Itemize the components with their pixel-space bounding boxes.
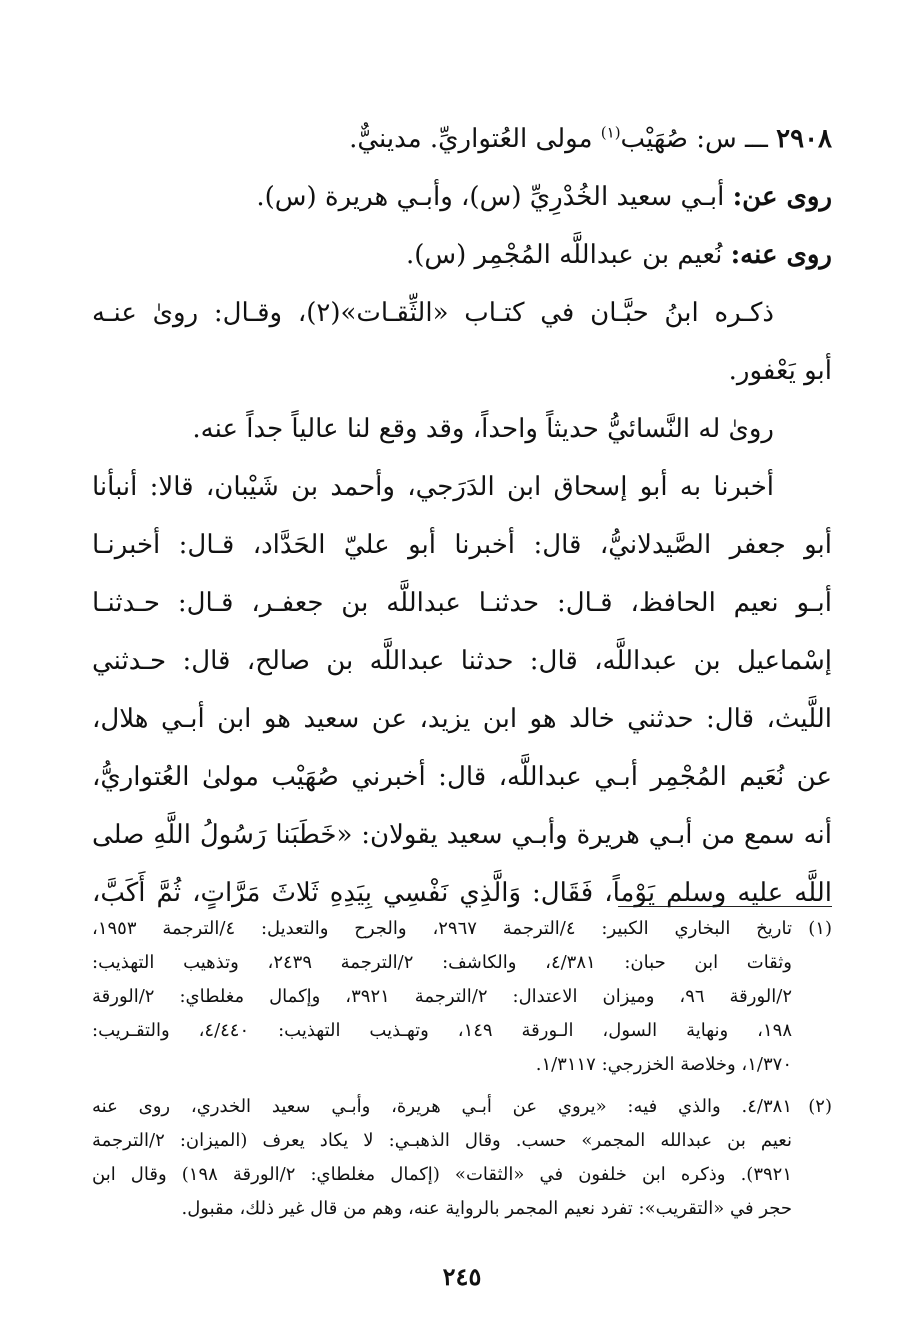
footnote-ref-1: (١) xyxy=(600,123,621,142)
hadith-line: اللَّيث، قال: حدثني خالد هو ابن يزيد، عن سعيد هو ابن أبـي هلال، xyxy=(92,704,832,734)
footnote-line: ٢/الورقة ٩٦، وميزان الاعتدال: ٢/الترجمة ٣٩٢١، وإكمال مغلطاي: ٢/الورقة xyxy=(92,986,792,1007)
narrated-by-label: روى عنه: xyxy=(730,240,832,270)
footnote-line: حجر في «التقريب»: تفرد نعيم المجمر بالرواية عنه، وهم من قال غير ذلك، مقبول. xyxy=(181,1198,792,1219)
footnote-1 xyxy=(92,912,832,1082)
hadith-line: أخبرنا به أبو إسحاق ابن الدَرَجي، وأحمد بن شَيْبان، قالا: أنبأنا xyxy=(92,472,774,502)
hadith-line: عن نُعَيم المُجْمِر أبـي عبداللَّه، قال: أخبرني صُهَيْب مولىٰ العُتواريُّ، xyxy=(92,762,832,792)
footnote-line: ١٩٨، ونهاية السول، الـورقة ١٤٩، وتهـذيب التهذيب: ٤/٤٤٠، والتقـريب: xyxy=(92,1020,792,1041)
mention-line-1: ذكـره ابنُ حبَّـان في كتـاب «الثِّقـات»(٢)، وقـال: روىٰ عنـه xyxy=(92,298,774,328)
narrated-from xyxy=(92,168,832,226)
footnote-line: نعيم بن عبدالله المجمر» حسب. وقال الذهبـي: لا يكاد يعرف (الميزان: ٢/الترجمة xyxy=(92,1130,792,1151)
page-number: ٢٤٥ xyxy=(442,1262,482,1291)
narrated-from-text: أبـي سعيد الخُدْرِيِّ (س)، وأبـي هريرة (س). xyxy=(256,182,733,212)
footnote-line: ٤/٣٨١. والذي فيه: «يروي عن أبـي هريرة، وأبـي سعيد الخدري، روى عنه xyxy=(92,1096,792,1117)
hadith-line: أبـو نعيم الحافظ، قـال: حدثنـا عبداللَّه بن جعفـر، قـال: حـدثنـا xyxy=(92,588,832,618)
footnote-2-number: (٢) xyxy=(808,1096,832,1117)
hadith-line: إسْماعيل بن عبداللَّه، قال: حدثنا عبداللَّه بن صالح، قال: حـدثني xyxy=(92,646,832,676)
entry-header xyxy=(92,110,832,168)
hadith-line: أبو جعفر الصَّيدلانيُّ، قال: أخبرنا أبو عليّ الحَدَّاد، قـال: أخبرنـا xyxy=(92,530,832,560)
footnote-separator xyxy=(618,906,832,907)
narration-note: روىٰ له النَّسائيُّ حديثاً واحداً، وقد وقع لنا عالياً جداً عنه. xyxy=(192,414,774,444)
footnote-line: وثقات ابن حبان: ٤/٣٨١، والكاشف: ٢/الترجمة ٢٤٣٩، وتذهيب التهذيب: xyxy=(92,952,792,973)
hadith-line: اللَّه عليه وسلم يَوْماً، فَقَال: وَالَّذِي نَفْسِي بِيَدِهِ ثَلاثَ مَرَّاتٍ، ثُمَّ أَكَبَّ، xyxy=(92,878,832,908)
mention-line-2: أبو يَعْفور. xyxy=(728,356,832,386)
hadith-line: أنه سمع من أبـي هريرة وأبـي سعيد يقولان: «خَطَبَنا رَسُولُ اللَّهِ صلى xyxy=(92,820,832,850)
narrated-by-text: نُعيم بن عبداللَّه المُجْمِر (س). xyxy=(405,240,731,270)
narrated-from-label: روى عن: xyxy=(732,182,832,212)
footnote-1-number: (١) xyxy=(808,918,832,939)
biography-entry xyxy=(92,110,832,922)
narrated-by xyxy=(92,226,832,284)
entry-description: مولى العُتواريِّ. مدينيٌّ. xyxy=(349,124,601,154)
entry-name: ـــ س: صُهَيْب xyxy=(620,124,768,154)
footnote-line: تاريخ البخاري الكبير: ٤/الترجمة ٢٩٦٧، والجرح والتعديل: ٤/الترجمة ١٩٥٣، xyxy=(92,918,792,939)
entry-number: ٢٩٠٨ xyxy=(776,124,832,154)
footnote-line: ١/٣٧٠، وخلاصة الخزرجي: ١/٣١١٧. xyxy=(535,1054,792,1075)
footnote-2 xyxy=(92,1090,832,1226)
footnote-line: ٣٩٢١). وذكره ابن خلفون في «الثقات» (إكمال مغلطاي: ٢/الورقة ١٩٨) وقال ابن xyxy=(92,1164,792,1185)
